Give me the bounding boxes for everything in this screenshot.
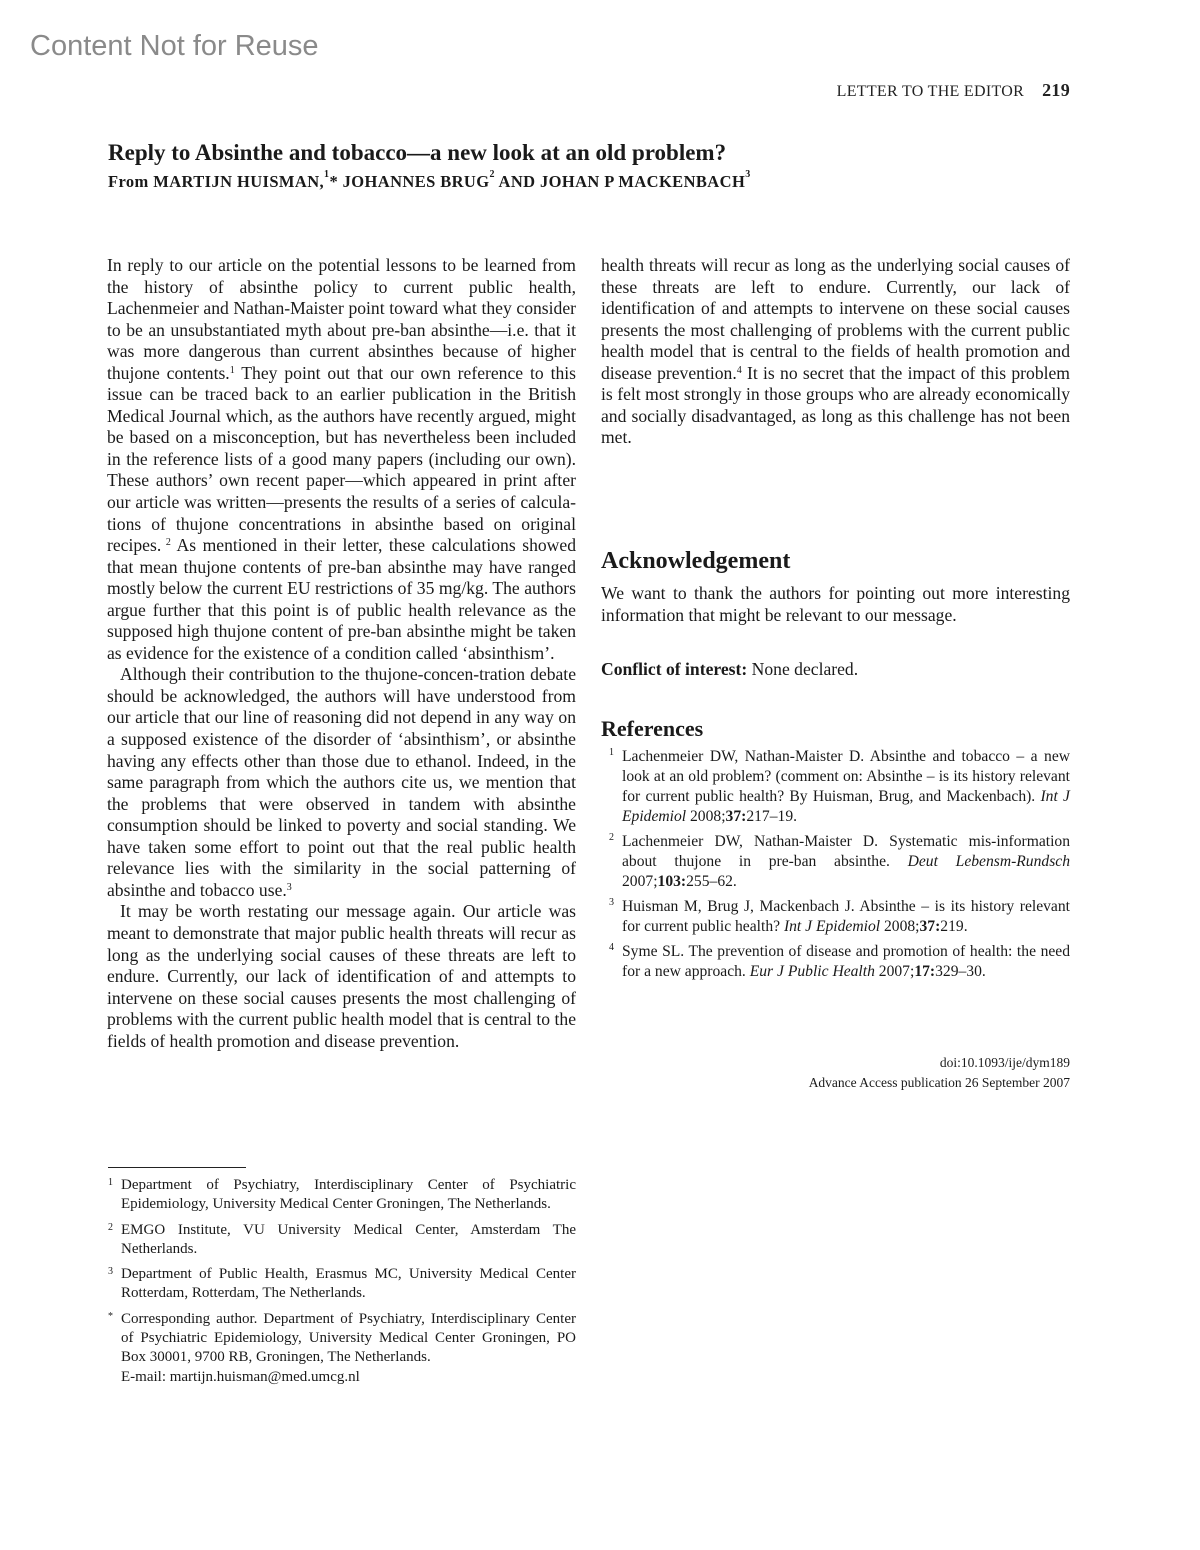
affiliation-mark: 2 xyxy=(489,169,495,180)
conflict-label: Conflict of interest: xyxy=(601,659,748,679)
acknowledgement-text: We want to thank the authors for pointing out more interesting information that might be relevant to our message. xyxy=(601,583,1070,625)
text: As mentioned in their letter, these calculations showed that mean thujone contents of pre-ban absinthe may have ranged mostly below the current EU restrictions of 35 mg/kg. The authors argue further that this point is of public health relevance as the supposed high thujone content of pre-ban absinthe might be taken as evidence for the existence of a condition called ‘absinthism’. xyxy=(107,535,576,663)
ref-journal: Deut Lebensm-Rundsch xyxy=(907,853,1070,870)
advance-access: Advance Access publication 26 September 2007 xyxy=(808,1075,1070,1090)
text: health threats will recur as long as the underlying social causes of these threats are left to endure. Currently, our lack of identification of and attempts to intervene on these social causes presents the most challenging of problems with the current public health model that is central to the fields of health promotion and disease prevention. xyxy=(601,255,1070,383)
footnote-mark: 3 xyxy=(108,1266,113,1278)
ref-pages: 217–19. xyxy=(746,808,798,825)
ref-number: 2 xyxy=(609,832,614,843)
reference-item xyxy=(601,942,1070,982)
ref-number: 4 xyxy=(609,942,614,953)
page-number: 219 xyxy=(1042,80,1070,100)
footnote-mark: 1 xyxy=(108,1177,113,1188)
text: In reply to our article on the potential lessons to be learned from the history of absinthe policy to current public health, Lachenmeier and Nathan-Maister point toward what they consider to be an unsubstantiated myth about pre-ban absinthe—i.e. that it was more dangerous than current absinthes because of higher thujone contents. xyxy=(107,255,576,383)
footnote-text: Corresponding author. Department of Psychiatry, Interdisciplinary Center of Psychiatric Epidemiology, University Medical Center Groningen, PO Box 30001, 9700 RB, Groningen, The Netherlands. xyxy=(121,1310,576,1366)
author-3: AND JOHAN P MACKENBACH xyxy=(494,172,746,191)
text: It may be worth restating our message again. Our article was meant to demonstrate that major public health threats will recur as long as the underlying social causes of these threats are left to endure. Currently, our lack of identification of and attempts to intervene on these social causes presents the most challenging of problems with the current public health model that is central to the fields of health promotion and disease prevention. xyxy=(107,901,576,1051)
footnote-mark: 2 xyxy=(108,1221,113,1233)
author-line xyxy=(108,169,751,192)
reference-list xyxy=(601,747,1070,987)
ref-number: 3 xyxy=(609,897,614,908)
paragraph-3 xyxy=(107,901,576,1051)
footnote xyxy=(108,1176,576,1215)
citation-mark: 1 xyxy=(229,364,235,376)
ref-volume: 37: xyxy=(725,808,747,825)
text: They point out that our own reference to this issue can be traced back to an earlier publication in the British Medical Journal which, as the authors have recently argued, might be based on a misconception, but has nevertheless been included in the reference lists of a good many papers (including our own). These authors’ own recent paper—which appeared in print after our article was written—presents the results of a series of calcula-tions of thujone concentrations in absinthe based on original recipes. xyxy=(107,362,576,556)
reference-item xyxy=(601,897,1070,937)
ref-year: 2007; xyxy=(622,873,658,890)
paragraph-2 xyxy=(107,664,576,901)
section-label: LETTER TO THE EDITOR xyxy=(836,83,1025,100)
footnote-text: Department of Public Health, Erasmus MC, University Medical Center Rotterdam, Rotterdam, The Netherlands. xyxy=(121,1266,576,1302)
ref-journal: Int J Epidemiol xyxy=(622,788,1070,825)
ref-journal: Eur J Public Health xyxy=(749,963,875,980)
footnote xyxy=(108,1265,576,1304)
footnote-mark: * xyxy=(108,1310,113,1322)
ref-volume: 103: xyxy=(657,873,687,890)
body-column-left xyxy=(107,255,576,1051)
body-column-right xyxy=(601,255,1070,449)
ref-text: Huisman M, Brug J, Mackenbach J. Absinthe – is its history relevant for current public health? xyxy=(622,898,1070,935)
corresponding-mark: * xyxy=(329,172,339,191)
paragraph-1 xyxy=(107,255,576,664)
conflict-of-interest xyxy=(601,659,858,680)
text: Although their contribution to the thujone-concen-tration debate should be acknowledged, the authors will have understood from our article that our line of reasoning did not depend in any way on a supposed existence of the disorder of ‘absinthism’, or absinthe having any effects other than those due to ethanol. Indeed, in the same paragraph from which the authors cite us, we mention that the problems that were observed in tandem with absinthe consumption should be linked to poverty and social standing. We have taken some effort to point out that the real public health relevance lies with the similarity in the social patterning of absinthe and tobacco use. xyxy=(107,664,576,900)
author-1: From MARTIJN HUISMAN, xyxy=(108,172,325,191)
affiliation-mark: 1 xyxy=(324,169,330,180)
article-title: Reply to Absinthe and tobacco—a new look at an old problem? xyxy=(108,140,727,165)
ref-text: Syme SL. The prevention of disease and promotion of health: the need for a new approach. xyxy=(622,943,1070,980)
author-2: JOHANNES BRUG xyxy=(338,172,490,191)
reference-item xyxy=(601,747,1070,827)
footnotes xyxy=(108,1176,576,1393)
running-header xyxy=(837,80,1070,101)
footnote-text: Department of Psychiatry, Interdisciplinary Center of Psychiatric Epidemiology, University Medical Center Groningen, The Netherlands. xyxy=(121,1177,576,1213)
footnote xyxy=(108,1310,576,1387)
footnote-divider xyxy=(108,1167,246,1168)
ref-volume: 17: xyxy=(914,963,936,980)
ref-year: 2007; xyxy=(874,963,915,980)
ref-number: 1 xyxy=(609,747,614,758)
ref-year: 2008; xyxy=(880,918,920,935)
ref-journal: Int J Epidemiol xyxy=(783,918,881,935)
citation-mark: 4 xyxy=(736,364,742,376)
citation-mark: 2 xyxy=(161,537,171,549)
reference-item xyxy=(601,832,1070,892)
acknowledgement-heading: Acknowledgement xyxy=(601,548,791,574)
footnote xyxy=(108,1221,576,1260)
publication-info xyxy=(809,1053,1070,1093)
ref-pages: 255–62. xyxy=(686,873,737,890)
footnote-text: EMGO Institute, VU University Medical Center, Amsterdam The Netherlands. xyxy=(121,1221,576,1257)
email-link[interactable]: E-mail: martijn.huisman@med.umcg.nl xyxy=(121,1368,360,1385)
conflict-value: None declared. xyxy=(747,659,859,679)
paragraph-3-continued xyxy=(601,255,1070,449)
ref-volume: 37: xyxy=(919,918,941,935)
ref-pages: 329–30. xyxy=(935,963,986,980)
affiliation-mark: 3 xyxy=(745,169,751,180)
ref-pages: 219. xyxy=(940,918,968,935)
references-heading: References xyxy=(601,716,704,741)
ref-year: 2008; xyxy=(686,808,726,825)
ref-text: Lachenmeier DW, Nathan-Maister D. Systematic mis-information about thujone in pre-ban absinthe. xyxy=(622,833,1070,870)
doi: doi:10.1093/ije/dym189 xyxy=(939,1055,1070,1070)
text: It is no secret that the impact of this problem is felt most strongly in those groups who are already economically and socially disadvantaged, as long as this challenge has not been met. xyxy=(601,362,1070,448)
ref-text: Lachenmeier DW, Nathan-Maister D. Absinthe and tobacco – a new look at an old problem? (comment on: Absinthe – is its history relevant for current public health? By Huisman, Brug, and Mackenbach). xyxy=(622,748,1070,805)
citation-mark: 3 xyxy=(286,881,292,893)
watermark: Content Not for Reuse xyxy=(30,30,319,62)
